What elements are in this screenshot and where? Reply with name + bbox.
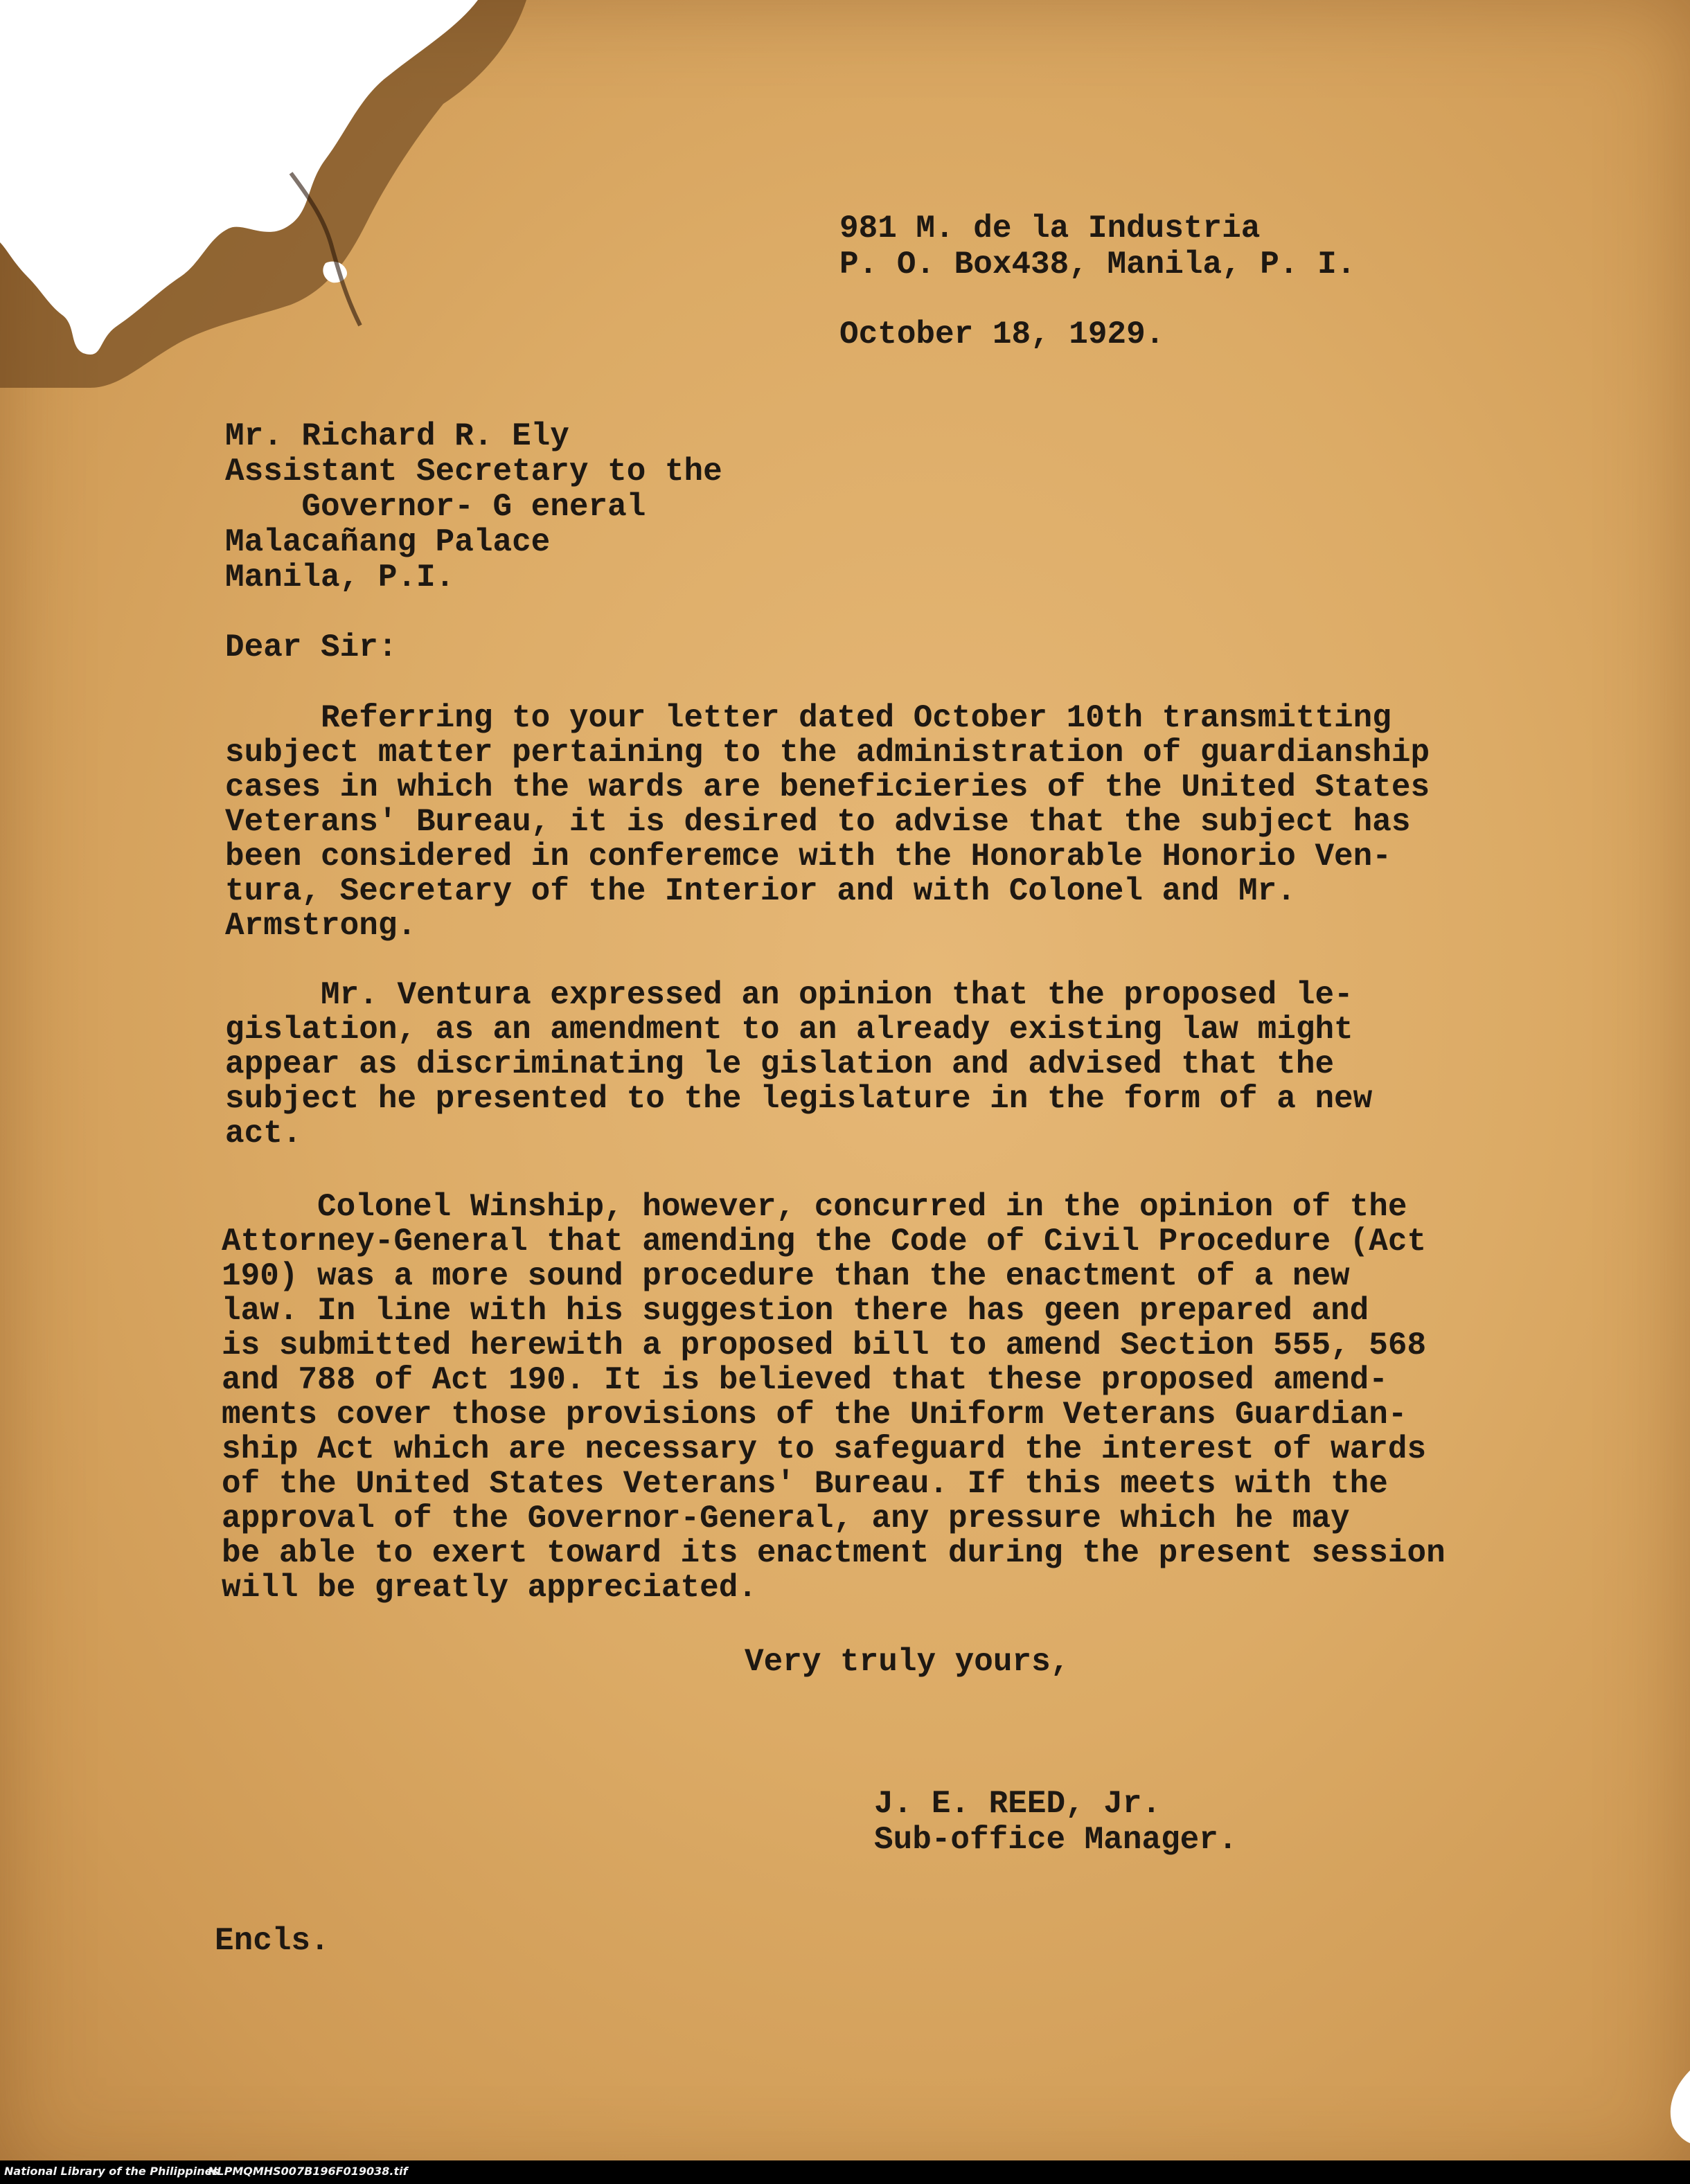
body-line: and 788 of Act 190. It is believed that these proposed amend- — [222, 1362, 1388, 1398]
body-line: Veterans' Bureau, it is desired to advise that the subject has — [225, 804, 1411, 840]
body-line: 190) was a more sound procedure than the enactment of a new — [222, 1258, 1350, 1294]
recipient-line: Assistant Secretary to the — [225, 454, 722, 490]
body-line: approval of the Governor-General, any pressure which he may — [222, 1501, 1350, 1537]
body-line: Armstrong. — [225, 908, 417, 944]
body-line: ship Act which are necessary to safeguard the interest of wards — [222, 1431, 1427, 1467]
body-line: ments cover those provisions of the Uniform Veterans Guardian- — [222, 1397, 1407, 1433]
body-line: is submitted herewith a proposed bill to amend Section 555, 568 — [222, 1327, 1427, 1363]
bottom-right-tear — [1671, 2070, 1690, 2143]
body-line: been considered in conferemce with the Honorable Honorio Ven- — [225, 839, 1391, 875]
signature-name: J. E. REED, Jr. — [874, 1786, 1162, 1822]
recipient-line: Mr. Richard R. Ely — [225, 418, 569, 454]
enclosure-note: Encls. — [215, 1923, 330, 1959]
recipient-line: Governor- G eneral — [225, 489, 646, 525]
body-line: law. In line with his suggestion there has geen prepared and — [222, 1293, 1369, 1329]
body-line: tura, Secretary of the Interior and with Colonel and Mr. — [225, 873, 1296, 909]
body-line: be able to exert toward its enactment during the present session — [222, 1535, 1446, 1571]
body-line: subject matter pertaining to the administration of guardianship — [225, 735, 1430, 771]
body-line: Colonel Winship, however, concurred in the opinion of the — [222, 1189, 1407, 1225]
recipient-line: Malacañang Palace — [225, 524, 551, 560]
signature-title: Sub-office Manager. — [874, 1822, 1238, 1858]
address-line-1: 981 M. de la Industria — [839, 211, 1261, 247]
body-line: appear as discriminating le gislation and advised that the — [225, 1046, 1335, 1082]
letter-date: October 18, 1929. — [839, 316, 1165, 352]
body-line: Attorney-General that amending the Code of Civil Procedure (Act — [222, 1224, 1427, 1260]
address-line-2: P. O. Box438, Manila, P. I. — [839, 247, 1356, 283]
body-line: will be greatly appreciated. — [222, 1570, 757, 1606]
body-line: act. — [225, 1116, 302, 1152]
footer-library-name: National Library of the Philippines — [4, 2165, 219, 2178]
footer-file-id: NLPMQMHS007B196F019038.tif — [208, 2165, 408, 2178]
body-line: Referring to your letter dated October 10th transmitting — [225, 700, 1391, 736]
body-line: of the United States Veterans' Bureau. If this meets with the — [222, 1466, 1388, 1502]
body-line: cases in which the wards are beneficieries of the United States — [225, 769, 1430, 805]
recipient-line: Manila, P.I. — [225, 560, 455, 596]
body-line: subject he presented to the legislature in the form of a new — [225, 1081, 1373, 1117]
salutation: Dear Sir: — [225, 629, 398, 665]
body-line: gislation, as an amendment to an already existing law might — [225, 1012, 1353, 1048]
body-line: Mr. Ventura expressed an opinion that the proposed le- — [225, 977, 1353, 1013]
closing: Very truly yours, — [745, 1644, 1070, 1680]
